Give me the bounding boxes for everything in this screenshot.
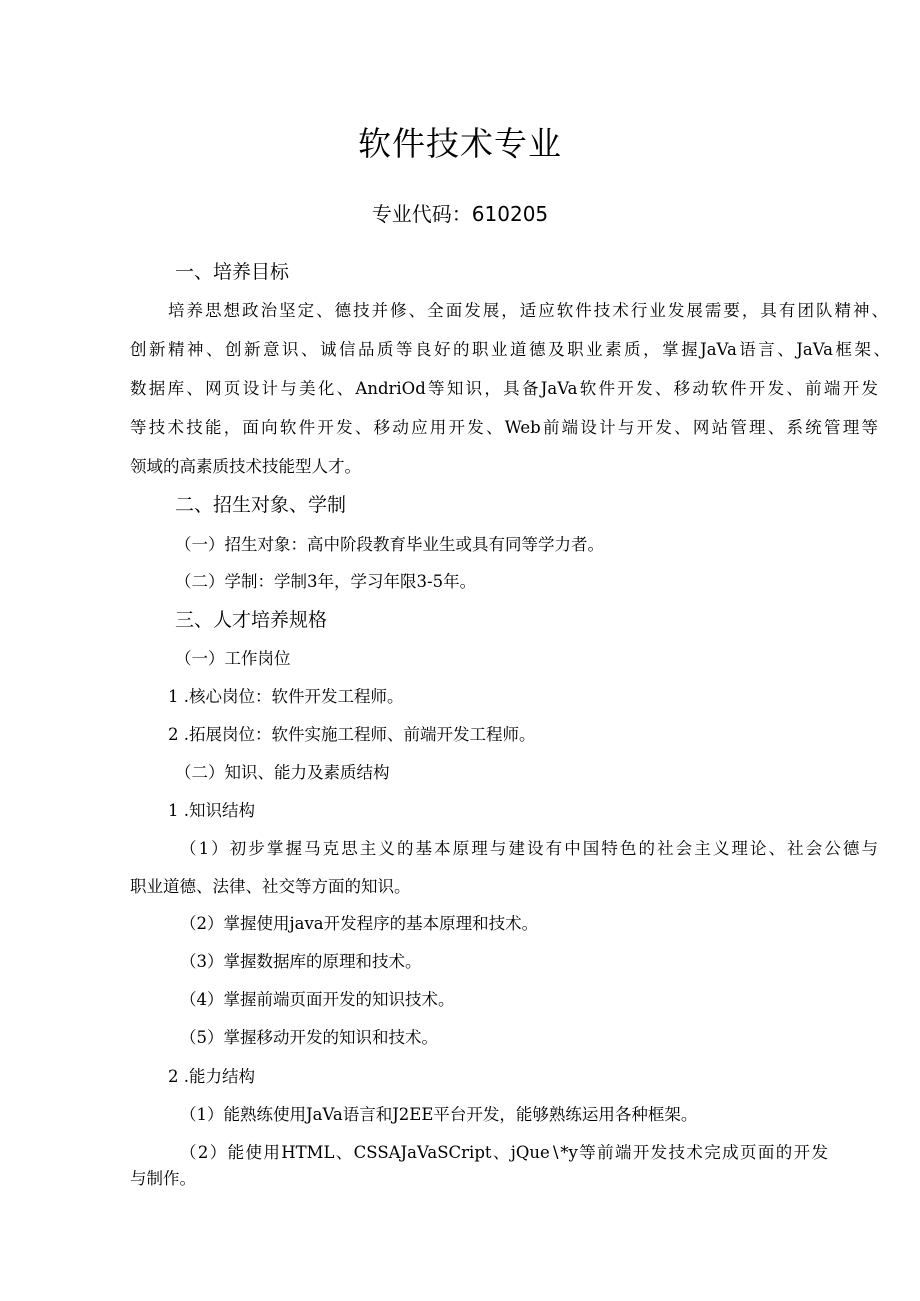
major-code: 专业代码：610205 — [371, 202, 549, 226]
list-item: （4）掌握前端页面开发的知识技术。 — [180, 990, 455, 1009]
paragraph-line: 创新精神、创新意识、诚信品质等良好的职业道德及职业素质，掌握JaVa语言、JaVa框架、 — [130, 340, 890, 359]
section-heading-enrollment: 二、招生对象、学制 — [175, 494, 347, 516]
list-item: 1 .知识结构 — [168, 801, 255, 820]
paragraph-line: （1）初步掌握马克思主义的基本原理与建设有中国特色的社会主义理论、社会公德与 — [180, 839, 878, 858]
paragraph-line: （二）学制：学制3年，学习年限3-5年。 — [175, 572, 477, 591]
list-item: （1）能熟练使用JaVa语言和J2EE平台开发，能够熟练运用各种框架。 — [180, 1105, 698, 1124]
subheading: （一）工作岗位 — [175, 649, 291, 668]
paragraph-line: 等技术技能，面向软件开发、移动应用开发、Web前端设计与开发、网站管理、系统管理等 — [130, 418, 878, 437]
paragraph-line: 数据库、网页设计与美化、AndriOd等知识，具备JaVa软件开发、移动软件开发、前端开发 — [130, 379, 878, 398]
page-title: 软件技术专业 — [358, 124, 562, 163]
paragraph-line: 培养思想政治坚定、德技并修、全面发展，适应软件技术行业发展需要，具有团队精神、 — [168, 301, 888, 320]
list-item: 1 .核心岗位：软件开发工程师。 — [168, 687, 404, 706]
paragraph-line: 领域的高素质技术技能型人才。 — [130, 457, 361, 476]
paragraph-line: 职业道德、法律、社交等方面的知识。 — [130, 877, 411, 896]
list-item: （3）掌握数据库的原理和技术。 — [180, 952, 422, 971]
list-item: 2 .拓展岗位：软件实施工程师、前端开发工程师。 — [168, 725, 536, 744]
paragraph-line: 与制作。 — [130, 1169, 196, 1188]
list-item: （5）掌握移动开发的知识和技术。 — [180, 1028, 438, 1047]
list-item: 2 .能力结构 — [168, 1067, 255, 1086]
section-heading-training-goal: 一、培养目标 — [175, 261, 290, 283]
subheading: （二）知识、能力及素质结构 — [175, 763, 390, 782]
list-item: （2）掌握使用java开发程序的基本原理和技术。 — [180, 914, 539, 933]
paragraph-line: （一）招生对象：高中阶段教育毕业生或具有同等学力者。 — [175, 535, 604, 554]
paragraph-line: （2）能使用HTML、CSSAJaVaSCript、jQue∖*y等前端开发技术完成页面的开发 — [180, 1143, 828, 1162]
section-heading-talent-spec: 三、人才培养规格 — [175, 609, 328, 631]
